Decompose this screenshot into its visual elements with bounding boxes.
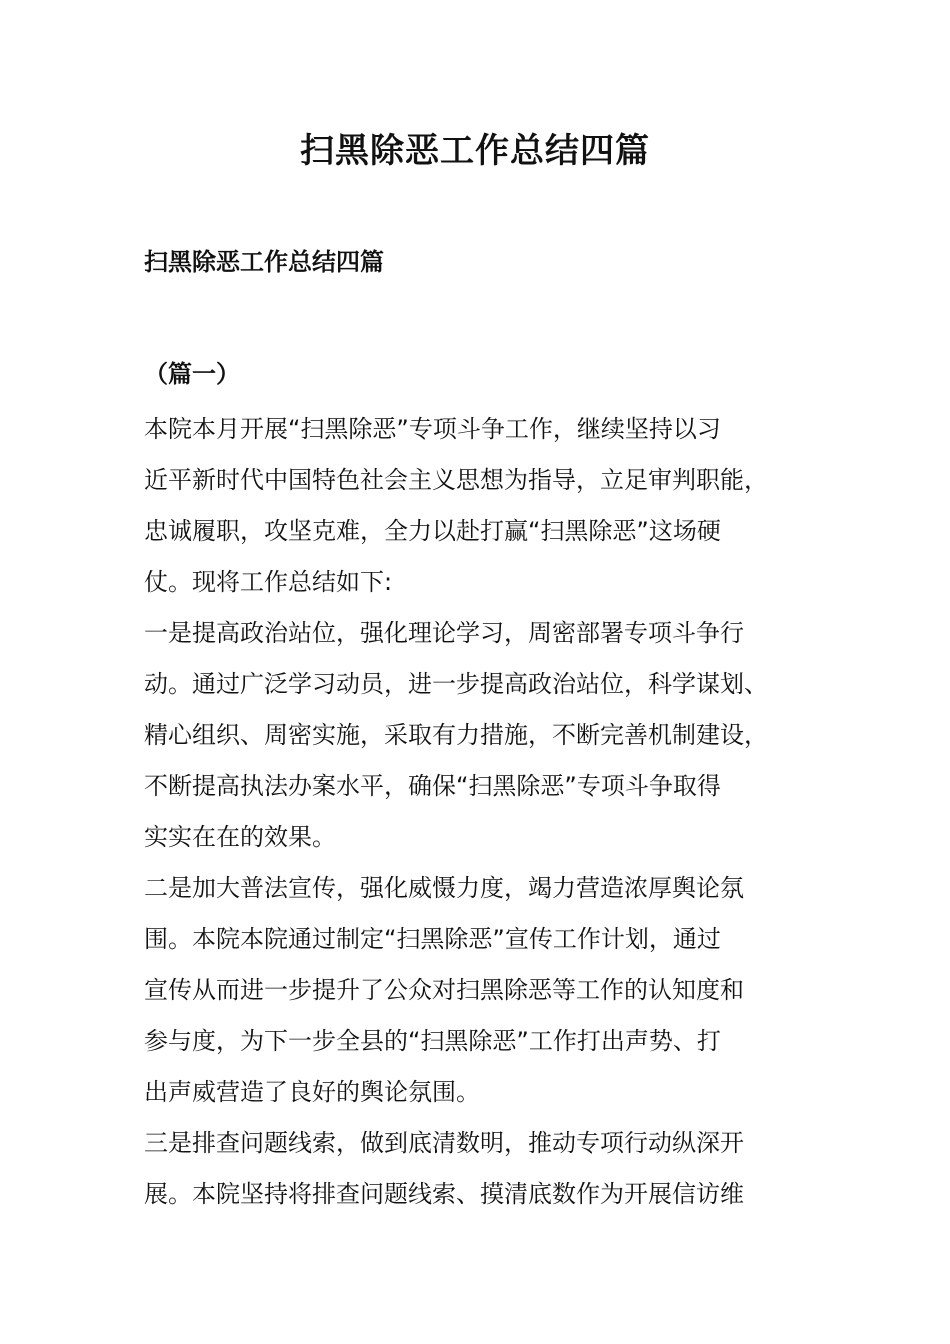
paragraph-point-one [144,608,804,863]
section-heading: （篇一） [144,360,240,388]
paragraph-point-three [144,1118,804,1220]
paragraph-line: 出声威营造了良好的舆论氛围。 [144,1078,480,1106]
paragraph-line: 围。本院本院通过制定“扫黑除恶”宣传工作计划，通过 [144,925,721,953]
paragraph-line: 不断提高执法办案水平，确保“扫黑除恶”专项斗争取得 [144,772,721,800]
paragraph-line: 一是提高政治站位，强化理论学习，周密部署专项斗争行 [144,619,744,647]
paragraph-line: 二是加大普法宣传，强化威慑力度，竭力营造浓厚舆论氛 [144,874,744,902]
paragraph-line: 仗。现将工作总结如下: [144,568,393,596]
paragraph-line: 本院本月开展“扫黑除恶”专项斗争工作，继续坚持以习 [144,415,721,443]
paragraph-line: 参与度，为下一步全县的“扫黑除恶”工作打出声势、打 [144,1027,721,1055]
document-title: 扫黑除恶工作总结四篇 [300,131,650,171]
paragraph-line: 宣传从而进一步提升了公众对扫黑除恶等工作的认知度和 [144,976,744,1004]
paragraph-line: 近平新时代中国特色社会主义思想为指导，立足审判职能， [144,466,768,494]
paragraph-line: 三是排查问题线索，做到底清数明，推动专项行动纵深开 [144,1129,744,1157]
document-subtitle: 扫黑除恶工作总结四篇 [144,248,384,276]
paragraph-line: 忠诚履职，攻坚克难，全力以赴打赢“扫黑除恶”这场硬 [144,517,721,545]
paragraph-line: 实实在在的效果。 [144,823,336,851]
paragraph-line: 展。本院坚持将排查问题线索、摸清底数作为开展信访维 [144,1180,744,1208]
paragraph-line: 精心组织、周密实施，采取有力措施，不断完善机制建设， [144,721,768,749]
paragraph-point-two [144,863,804,1118]
paragraph-line: 动。通过广泛学习动员，进一步提高政治站位，科学谋划、 [144,670,768,698]
paragraph-intro [144,404,804,608]
